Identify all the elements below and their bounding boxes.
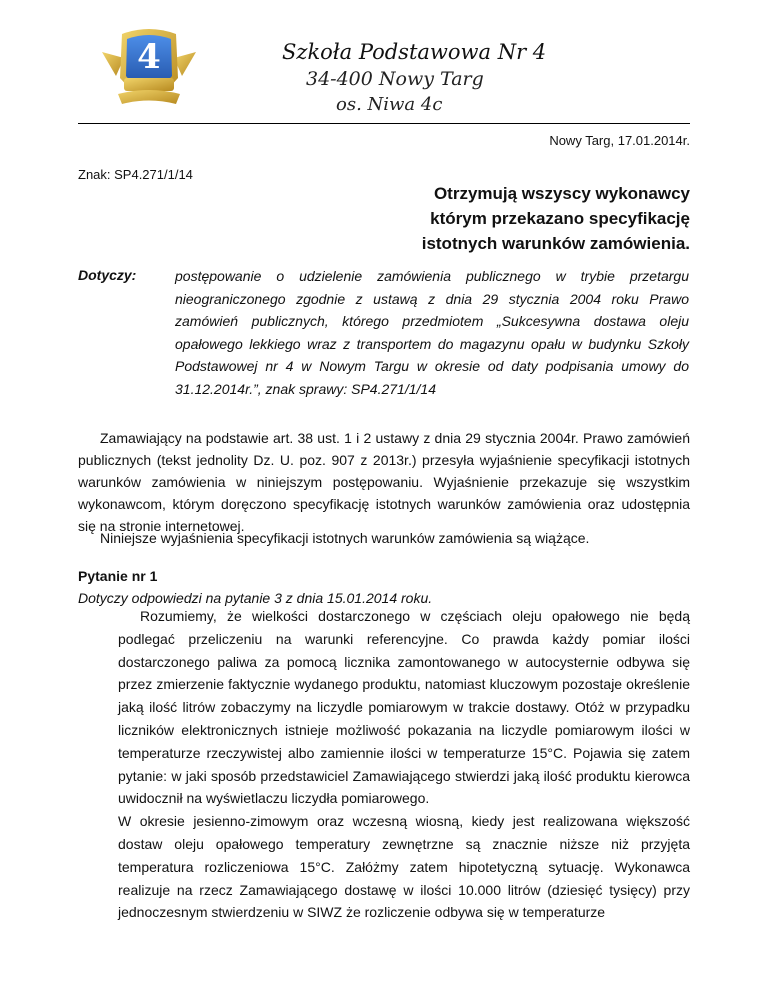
school-address-line-1: 34-400 Nowy Targ [306,68,484,90]
question-paragraph: W okresie jesienno-zimowym oraz wczesną wiosną, kiedy jest realizowana większość dostaw oleju opałowego temperatury zewnętrzne są znacznie niższe niż przyjęta temperatura rozliczeniowa 15°C. Załóżmy zatem hipotetyczną sytuację. Wykonawca realizuje na rzecz Zamawiającego dostawę w ilości 10.000 litrów (dziesięć tysięcy) przy jednoczesnym stwierdzeniu w SIWZ że rozliczenie odbywa się w temperaturze [118,813,690,921]
subject-label: Dotyczy: [78,267,137,283]
letterhead [0,0,768,125]
question-paragraph: Rozumiemy, że wielkości dostarczonego w częściach oleju opałowego nie będą podlegać przeliczeniu na warunki referencyjne. Co prawda każdy pomiar ilości dostarczonego paliwa za pomocą licznika zamontowanego w autocysternie odbywa się przez zmierzenie faktycznie wydanego produktu, natomiast kluczowym pozostaje określenie jaką ilość litrów zobaczymy na liczydle pomiarowym w trakcie dostawy. Otóż w przypadku liczników elektronicznych istnieje możliwość pokazania na liczydle pomiarowym ilości w temperaturze rzeczywistej albo zamiennie ilości w temperaturze 15°C. Pojawia się zatem pytanie: w jaki sposób przedstawiciel Zamawiającego stwierdzi jaką ilość produktu kierowca uwidocznił na wyświetlaczu liczydła pomiarowego. [118,608,690,807]
school-address-line-2: os. Niwa 4c [336,94,443,115]
recipients-block [422,181,690,256]
question-subtitle: Dotyczy odpowiedzi na pytanie 3 z dnia 15.01.2014 roku. [78,590,433,606]
place-and-date: Nowy Targ, 17.01.2014r. [549,133,690,148]
recipients-line: Otrzymują wszyscy wykonawcy [433,184,690,203]
subject-text: postępowanie o udzielenie zamówienia publicznego w trybie przetargu nieograniczonego zgodnie z ustawą z dnia 29 stycznia 2004 roku Prawo zamówień publicznych, którego przedmiotem „Sukcesywna dostawa oleju opałowego lekkiego wraz z transportem do magazynu opału w budynku Szkoły Podstawowej nr 4 w Nowym Targu w okresie od daty podpisania umowy do 31.12.2014r.”, znak sprawy: SP4.271/1/14 [175,268,689,397]
binding-statement: Niniejsze wyjaśnienia specyfikacji istotnych warunków zamówienia są wiążące. [100,530,590,546]
recipients-line: którym przekazano specyfikację [430,209,690,228]
recipients-line: istotnych warunków zamówienia. [421,234,690,253]
question-body [118,605,690,924]
svg-text:4: 4 [137,37,161,77]
school-name: Szkoła Podstawowa Nr 4 [282,40,547,64]
reference-number: Znak: SP4.271/1/14 [78,167,193,182]
school-crest-logo [94,18,204,118]
intro-paragraph: Zamawiający na podstawie art. 38 ust. 1 i 2 ustawy z dnia 29 stycznia 2004r. Prawo zamówień publicznych (tekst jednolity Dz. U. poz. 907 z 2013r.) przesyła wyjaśnienie specyfikacji istotnych warunków zamówienia w niniejszym postępowaniu. Wyjaśnienie przekazuje się wszystkim wykonawcom, którym doręczono specyfikację istotnych warunków zamówienia oraz udostępnia się na stronie internetowej. [78,430,690,534]
question-title: Pytanie nr 1 [78,568,158,584]
header-divider [78,123,690,124]
